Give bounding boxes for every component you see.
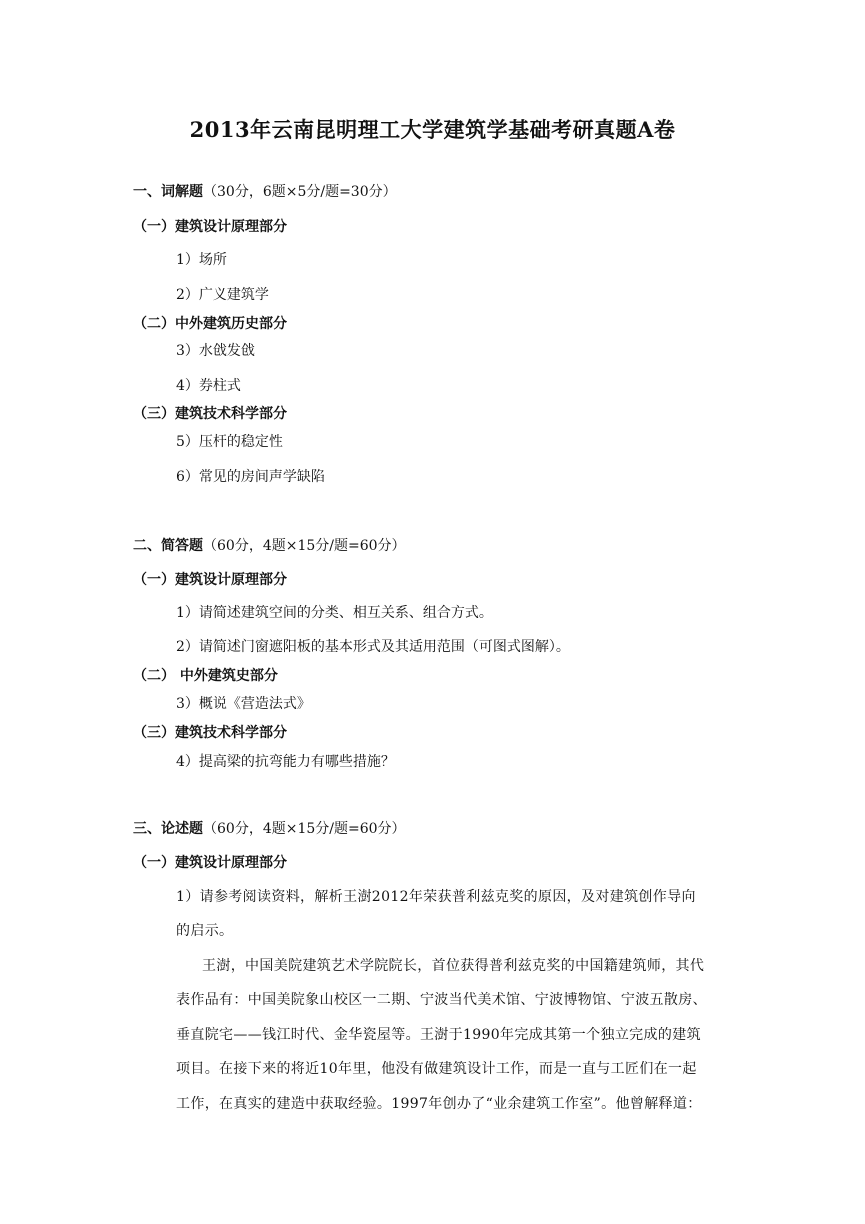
section-3-question-line-1: 1）请参考阅读资料，解析王澍2012年荣获普利兹克奖的原因，及对建筑创作导向: [176, 889, 696, 905]
section-1-note: （30分，6题×5分/题=30分）: [203, 184, 397, 200]
section-2-item-2: 2）请简述门窗遮阳板的基本形式及其适用范围（可图式图解）。: [176, 639, 570, 655]
reading-line-3: 垂直院宅——钱江时代、金华瓷屋等。王澍于1990年完成其第一个独立完成的建筑: [176, 1027, 701, 1043]
section-2-sub-2: （二） 中外建筑史部分: [133, 668, 278, 684]
section-1-sub-2: （二）中外建筑历史部分: [133, 316, 287, 332]
reading-line-1: 王澍，中国美院建筑艺术学院院长，首位获得普利兹克奖的中国籍建筑师，其代: [202, 958, 705, 974]
section-2-item-4: 4）提高梁的抗弯能力有哪些措施？: [176, 754, 395, 770]
section-1-heading: [133, 181, 397, 201]
section-2-sub-1: （一）建筑设计原理部分: [133, 572, 287, 588]
reading-line-5: 工作，在真实的建造中获取经验。1997年创办了“业余建筑工作室”。他曾解释道：: [176, 1096, 702, 1112]
section-2-item-1: 1）请简述建筑空间的分类、相互关系、组合方式。: [176, 605, 493, 621]
section-1-title: 一、词解题: [133, 184, 203, 200]
section-1-sub-1: （一）建筑设计原理部分: [133, 219, 287, 235]
section-3-heading: [133, 818, 406, 838]
section-1-sub-3: （三）建筑技术科学部分: [133, 406, 287, 422]
section-2-item-3: 3）概说《营造法式》: [176, 696, 311, 712]
section-2-sub-3: （三）建筑技术科学部分: [133, 725, 287, 741]
section-1-item-1: 1）场所: [176, 252, 227, 268]
section-2-note: （60分，4题×15分/题=60分）: [203, 538, 406, 554]
section-3-question-line-2: 的启示。: [176, 923, 234, 939]
section-2-heading: [133, 535, 406, 555]
reading-line-4: 项目。在接下来的将近10年里，他没有做建筑设计工作，而是一直与工匠们在一起: [176, 1061, 697, 1077]
section-1-item-6: 6）常见的房间声学缺陷: [176, 469, 325, 485]
section-2-title: 二、简答题: [133, 538, 203, 554]
section-1-item-3: 3）水戗发戗: [176, 343, 255, 359]
section-1-item-2: 2）广义建筑学: [176, 287, 269, 303]
section-1-item-5: 5）压杆的稳定性: [176, 434, 283, 450]
section-3-title: 三、论述题: [133, 821, 203, 837]
page-title: 2013年云南昆明理工大学建筑学基础考研真题A卷: [189, 117, 676, 142]
reading-line-2: 表作品有：中国美院象山校区一二期、宁波当代美术馆、宁波博物馆、宁波五散房、: [176, 992, 707, 1008]
section-1-item-4: 4）券柱式: [176, 378, 241, 394]
section-3-note: （60分，4题×15分/题=60分）: [203, 821, 406, 837]
section-3-sub-1: （一）建筑设计原理部分: [133, 855, 287, 871]
